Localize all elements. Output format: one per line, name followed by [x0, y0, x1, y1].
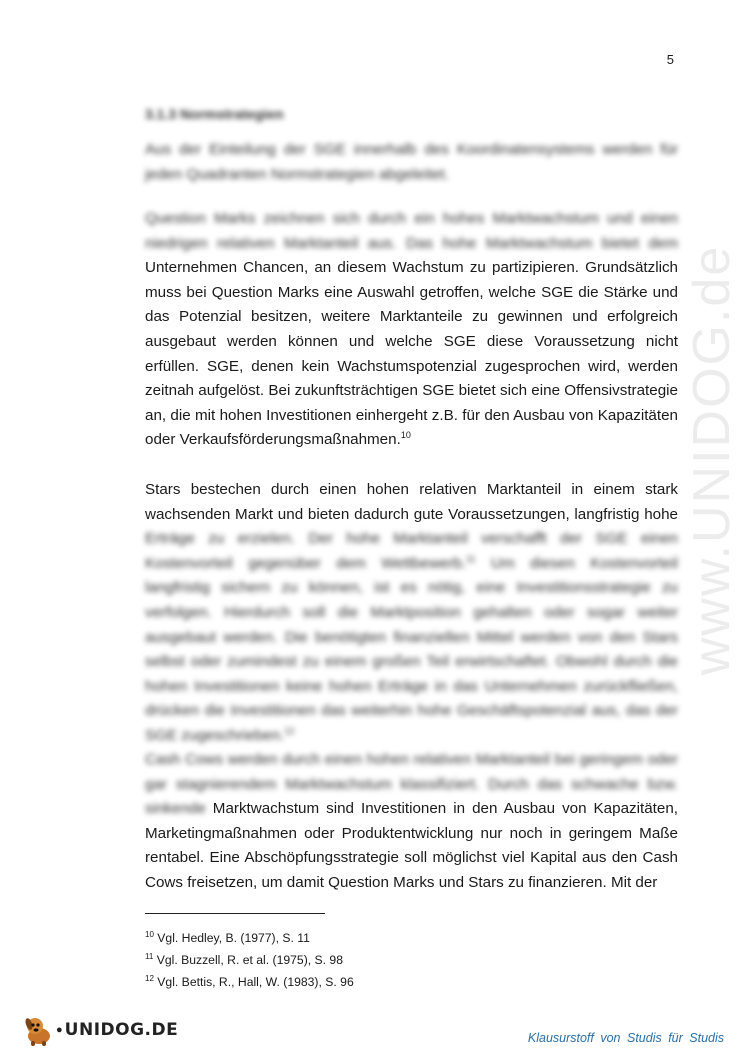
footnote-number: 10: [145, 930, 154, 939]
section-heading: 3.1.3 Normstrategien: [145, 106, 284, 122]
dog-icon: [22, 1012, 58, 1048]
footnote-ref: 12: [284, 725, 295, 736]
footnote: [145, 930, 310, 945]
paw-icon: ●: [56, 1024, 63, 1036]
footnote-text: Vgl. Hedley, B. (1977), S. 11: [157, 931, 310, 946]
stars-paragraph: [145, 478, 678, 749]
footnote: [145, 952, 343, 967]
cash-cows-blurred-text: Cash Cows werden durch einen hohen relativen Marktanteil bei geringem oder gar stagnierendem Marktwachstum klassifiziert. Durch das schwache bzw. sinkende: [145, 751, 678, 818]
cash-cows-text: Marktwachstum sind Investitionen in den Ausbau von Kapazitäten, Marketingmaßnahmen oder Produktentwicklung nur noch in geringem Maße rentabel. Eine Abschöpfungsstrategie soll möglichst viel Kapital aus den Cash Cows freisetzen, um damit Question Marks und Stars zu finanzieren. Mit der: [145, 800, 678, 891]
question-marks-paragraph: [145, 207, 678, 453]
footnote-text: Vgl. Bettis, R., Hall, W. (1983), S. 96: [157, 975, 354, 990]
footnote-rule: [145, 913, 325, 914]
stars-blurred-text: [145, 530, 678, 744]
question-marks-blurred-text: Question Marks zeichnen sich durch ein hohes Marktwachstum und einen niedrigen relativen Marktanteil aus. Das hohe Marktwachstum bietet dem: [145, 210, 678, 252]
stars-blurred-part-1: Erträge zu erzielen. Der hohe Marktanteil verschafft der SGE einen Kostenvorteil gegenüber dem Wettbewerb.: [145, 530, 678, 572]
footnote-number: 12: [145, 974, 154, 983]
page-number: 5: [666, 52, 674, 67]
stars-blurred-part-2: Um diesen Kostenvorteil langfristig sichern zu können, ist es nötig, eine Investitionsstrategie zu verfolgen. Hierdurch soll die Marktposition gehalten oder sogar weiter ausgebaut werden. Die benötigten finanziellen Mittel werden von den Stars selbst oder zumindest zu einem großen Teil erwirtschaftet. Obwohl durch die hohen Investitionen keine hohen Erträge in das Unternehmen zurückfließen, drücken die Investitionen das weiterhin hohe Geschäftspotenzial aus, das der SGE zugeschrieben.: [145, 554, 678, 744]
question-marks-text: Unternehmen Chancen, an diesem Wachstum zu partizipieren. Grundsätzlich muss bei Question Marks eine Auswahl getroffen, welche SGE die Stärke und das Potenzial besitzen, weitere Marktanteile zu gewinnen und erfolgreich ausgebaut werden können und welche SGE diese Voraussetzung nicht erfüllen. SGE, denen kein Wachstumspotenzial zugesprochen wird, werden zeitnah aufgelöst. Bei zukunftsträchtigen SGE bietet sich eine Offensivstrategie an, die mit hohen Investitionen einhergeht z.B. für den Ausbau von Kapazitäten oder Verkaufsförderungsmaßnahmen.: [145, 259, 678, 449]
unidog-logo: [22, 1012, 178, 1048]
cash-cows-paragraph: [145, 748, 678, 896]
watermark: www.UNIDOG.de: [683, 244, 741, 676]
footnote-number: 11: [145, 952, 154, 961]
footnote-ref: 11: [466, 553, 476, 564]
footnote-text: Vgl. Buzzell, R. et al. (1975), S. 98: [156, 953, 343, 968]
footnote: [145, 974, 354, 989]
logo-text: UNIDOG.DE: [64, 1020, 179, 1040]
footnote-ref: 10: [400, 430, 411, 441]
intro-paragraph: Aus der Einteilung der SGE innerhalb des Koordinatensystems werden für jeden Quadranten Normstrategien abgeleitet.: [145, 141, 678, 183]
stars-text: Stars bestechen durch einen hohen relativen Marktanteil in einem stark wachsenden Markt und bieten dadurch gute Voraussetzungen, langfristig hohe: [145, 481, 678, 523]
slogan: Klausurstoff von Studis für Studis: [527, 1031, 724, 1045]
